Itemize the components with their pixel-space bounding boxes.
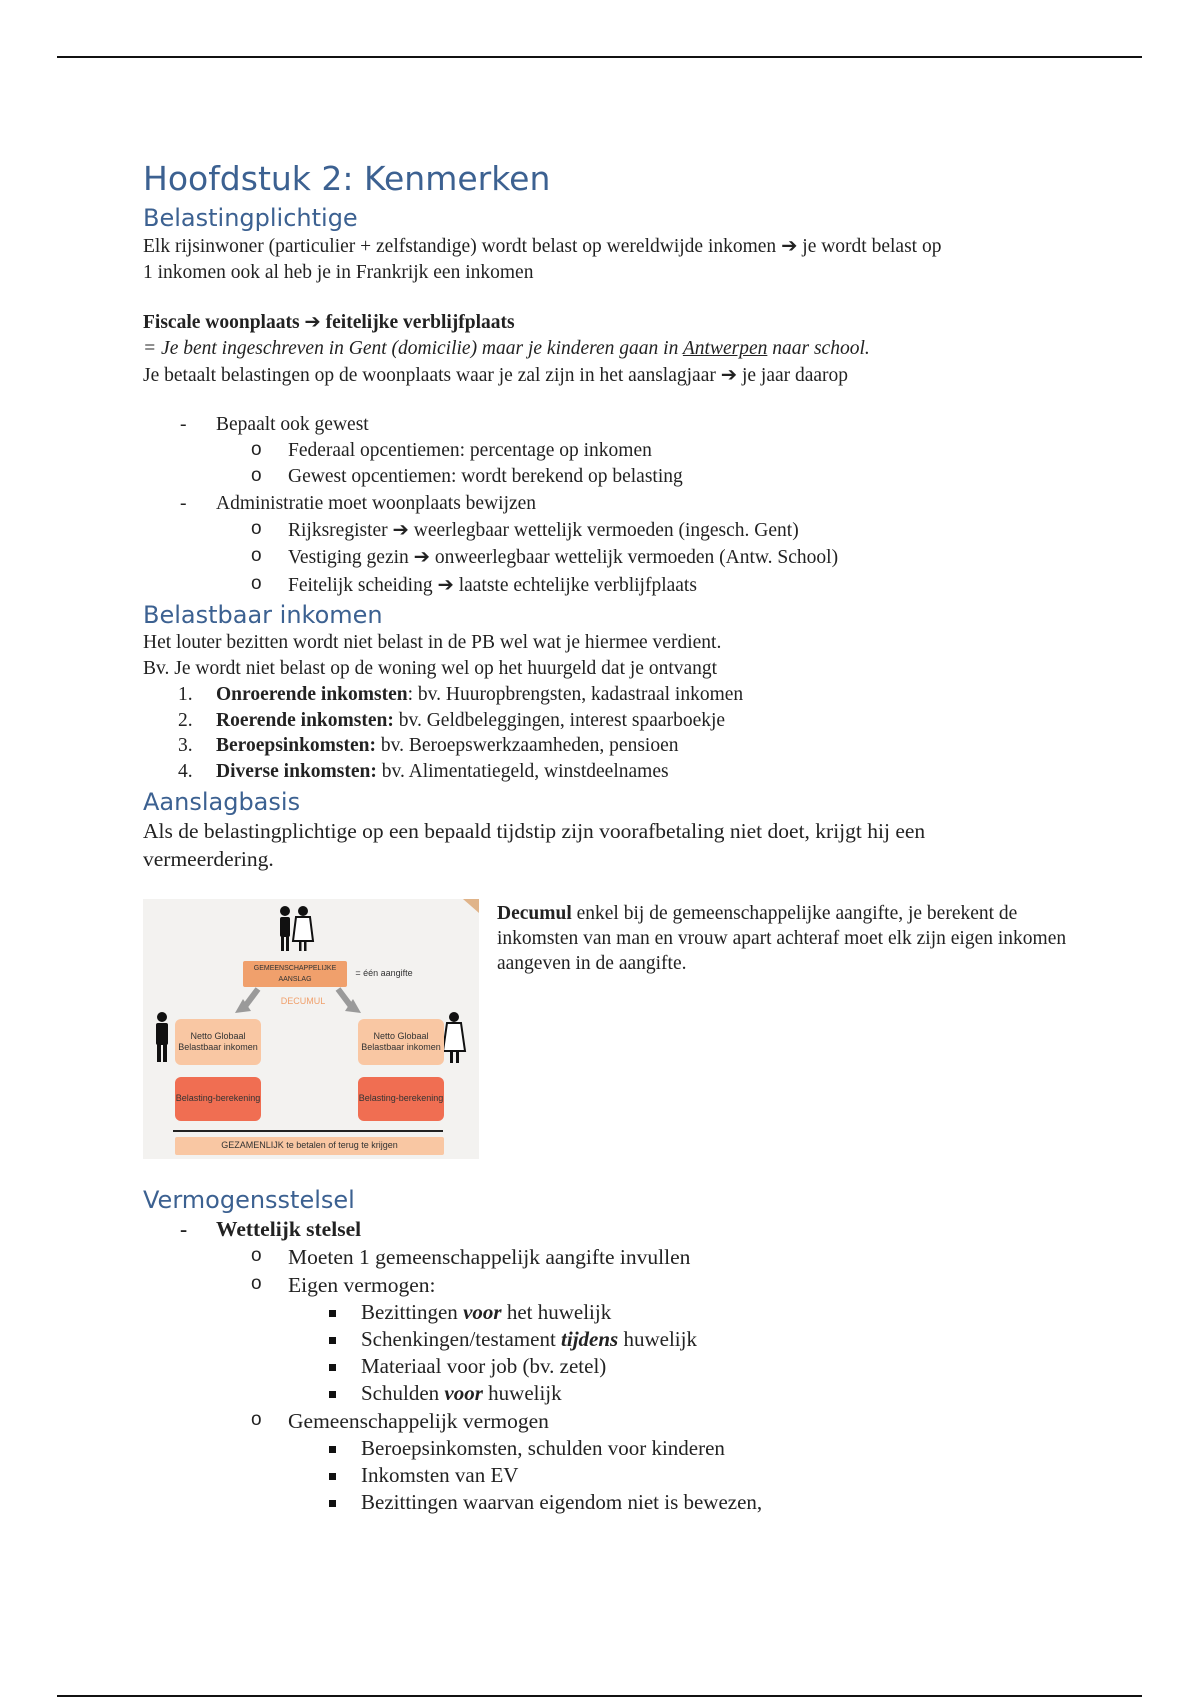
list-item: Bezittingen waarvan eigendom niet is bewezen, xyxy=(143,1489,1073,1516)
list-item: o Eigen vermogen: Bezittingen voor het huwelijk Schenkingen/testament tijdens huwelijk Materiaal voor job (bv. zetel) Schulden voor huwelijk xyxy=(143,1271,1073,1407)
man-icon xyxy=(156,1012,168,1062)
list-item: o Vestiging gezin ➔ onweerlegbaar wettelijk vermoeden (Antw. School) xyxy=(251,545,839,569)
tax-year-line: Je betaalt belastingen op de woonplaats waar je zal zijn in het aanslagjaar ➔ je jaar daarop xyxy=(143,362,849,386)
left-net-income-box: Netto Globaal Belastbaar inkomen xyxy=(175,1019,261,1065)
joint-payment-bar: GEZAMENLIJK te betalen of terug te krijgen xyxy=(175,1137,444,1155)
top-rule xyxy=(57,56,1142,58)
heading-belastingplichtige: Belastingplichtige xyxy=(143,203,358,232)
heading-belastbaar-inkomen: Belastbaar inkomen xyxy=(143,601,383,630)
couple-icon xyxy=(280,906,313,951)
heading-aanslagbasis: Aanslagbasis xyxy=(143,788,301,817)
list-item: Schulden voor huwelijk xyxy=(143,1380,1073,1407)
list-item: o Federaal opcentiemen: percentage op inkomen xyxy=(251,438,652,461)
list-item: Inkomsten van EV xyxy=(143,1462,1073,1489)
fiscal-residence-title: Fiscale woonplaats ➔ feitelijke verblijfplaats xyxy=(143,309,515,333)
decumul-label: DECUMUL xyxy=(280,996,326,1007)
document-body xyxy=(143,160,1073,1516)
list-item: Materiaal voor job (bv. zetel) xyxy=(143,1353,1073,1380)
chapter-title: Hoofdstuk 2: Kenmerken xyxy=(143,159,551,198)
decumul-text: Decumul enkel bij de gemeenschappelijke aangifte, je berekent de inkomsten van man en vrouw apart achteraf moet elk zijn eigen inkomen aangeven in de aangifte. xyxy=(497,902,1067,974)
paragraph-worldwide-income: Elk rijsinwoner (particulier + zelfstandige) wordt belast op wereldwijde inkomen ➔ je wordt belast op 1 inkomen ook al heb je in Frankrijk een inkomen xyxy=(143,233,942,283)
one-declaration-label: = één aangifte xyxy=(355,968,413,979)
paragraph-prepayment: Als de belastingplichtige op een bepaald tijdstip zijn voorafbetaling niet doet, krijgt hij een vermeerdering. xyxy=(143,818,926,871)
arrow-icon: ➔ xyxy=(304,309,321,333)
list-item: - Wettelijk stelsel o Moeten 1 gemeenschappelijk aangifte invullen o Eigen vermogen: Bezittingen voor het huwelijk Schenkingen/testament tijdens huwelijk Materiaal voor job (bv. zetel) Schulden voor huwelijk o Gemeenschappelijk vermogen Beroepsinkomsten, schulden voor kinderen Inkomsten van EV Bezittingen waarvan eigendom niet is bewezen, xyxy=(143,1215,1073,1516)
example-line: = Je bent ingeschreven in Gent (domicilie) maar je kinderen gaan in Antwerpen naar school. xyxy=(143,337,870,359)
heading-vermogensstelsel: Vermogensstelsel xyxy=(143,1185,355,1214)
list-item: Bezittingen voor het huwelijk xyxy=(143,1299,1073,1326)
arrow-icon: ➔ xyxy=(413,545,430,569)
arrow-icon: ➔ xyxy=(437,572,454,596)
list-item: o Moeten 1 gemeenschappelijk aangifte invullen xyxy=(251,1244,691,1269)
joint-assessment-box: GEMEENSCHAPPELIJKE AANSLAG xyxy=(243,961,347,987)
paragraph-example: Bv. Je wordt niet belast op de woning wel op het huurgeld dat je ontvangt xyxy=(143,658,718,680)
list-item: o Gewest opcentiemen: wordt berekend op belasting xyxy=(251,465,683,488)
arrow-icon: ➔ xyxy=(781,233,798,257)
arrow-icon: ➔ xyxy=(392,517,409,541)
list-item: 3. Beroepsinkomsten: bv. Beroepswerkzaamheden, pensioen xyxy=(178,735,679,757)
decumul-row xyxy=(143,899,1073,1159)
residence-list xyxy=(143,412,1073,600)
list-item: o Rijksregister ➔ weerlegbaar wettelijk vermoeden (ingesch. Gent) xyxy=(251,517,799,541)
list-item: Schenkingen/testament tijdens huwelijk xyxy=(143,1326,1073,1353)
left-tax-calc-box: Belasting-berekening xyxy=(175,1077,261,1121)
arrow-icon: ➔ xyxy=(720,362,738,386)
matrimonial-list xyxy=(143,1215,1073,1516)
bottom-rule xyxy=(57,1695,1142,1697)
right-tax-calc-box: Belasting-berekening xyxy=(358,1077,444,1121)
income-list xyxy=(143,682,1073,784)
list-item: Beroepsinkomsten, schulden voor kinderen xyxy=(143,1435,1073,1462)
right-net-income-box: Netto Globaal Belastbaar inkomen xyxy=(358,1019,444,1065)
decumul-diagram xyxy=(143,899,479,1159)
list-item: - Administratie moet woonplaats bewijzen o Rijksregister ➔ weerlegbaar wettelijk vermoeden (ingesch. Gent) o Vestiging gezin ➔ onweerlegbaar wettelijk vermoeden (Antw. School) o Feitelijk scheiding ➔ laatste echtelijke verblijfplaats xyxy=(143,491,1073,600)
list-item: - Bepaalt ook gewest o Federaal opcentiemen: percentage op inkomen o Gewest opcentiemen: wordt berekend op belasting xyxy=(143,412,1073,491)
paragraph-ownership: Het louter bezitten wordt niet belast in de PB wel wat je hiermee verdient. xyxy=(143,632,722,654)
list-item: o Gemeenschappelijk vermogen Beroepsinkomsten, schulden voor kinderen Inkomsten van EV Bezittingen waarvan eigendom niet is bewezen, xyxy=(143,1407,1073,1516)
list-item: o Feitelijk scheiding ➔ laatste echtelijke verblijfplaats xyxy=(251,572,697,596)
list-item: 2. Roerende inkomsten: bv. Geldbeleggingen, interest spaarboekje xyxy=(178,709,726,731)
woman-icon xyxy=(443,1012,465,1063)
list-item: 1. Onroerende inkomsten: bv. Huuropbrengsten, kadastraal inkomen xyxy=(178,684,744,706)
list-item: 4. Diverse inkomsten: bv. Alimentatiegeld, winstdeelnames xyxy=(178,760,669,782)
